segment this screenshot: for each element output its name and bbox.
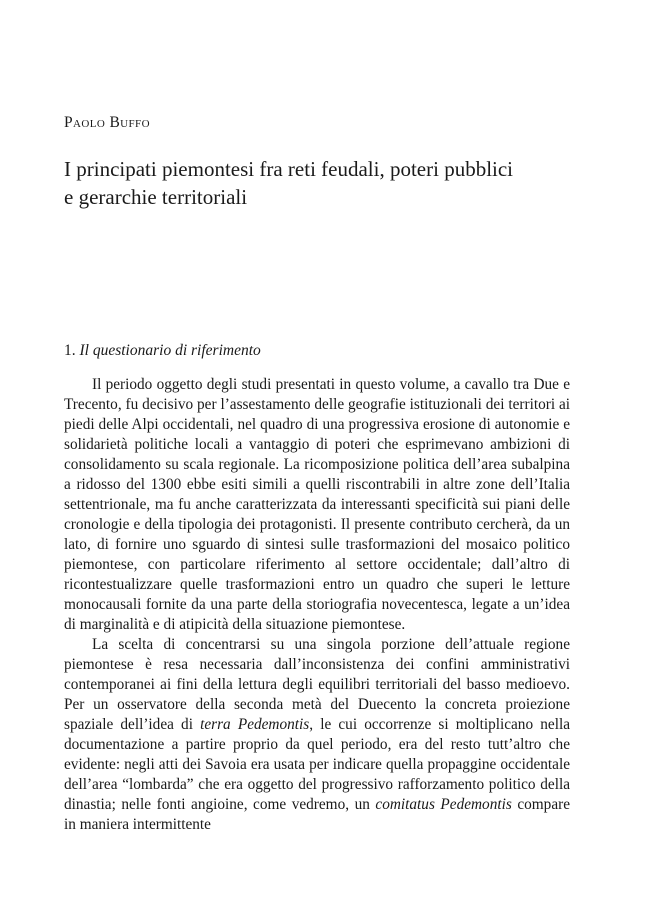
paragraph-1: Il periodo oggetto degli studi presentati in questo volume, a cavallo tra Due e Trecento, fu decisivo per l’assestamento delle geografie istituzionali dei territori ai piedi delle Alpi occidentali, nel quadro di una progressiva erosione di autonomie e solidarietà politiche locali a vantaggio di poteri che esprimevano ambizioni di consolidamento su scala regionale. La ricomposizione politica dell’area subalpina a ridosso del 1300 ebbe esiti simili a quelli riscontrabili in altre zone dell’Italia settentrionale, ma fu anche caratterizzata da interessanti specificità sui piani delle cronologie e della tipologia dei protagonisti. Il presente contributo cercherà, da un lato, di fornire uno sguardo di sintesi sulle trasformazioni del mosaico politico piemontese, con particolare riferimento al settore occidentale; dall’altro di ricontestualizzare quelle trasformazioni entro un quadro che superi le letture monocausali fornite da una parte della storiografia novecentesca, legate a un’idea di marginalità e di atipicità della situazione piemontese. bbox=[64, 376, 570, 633]
body-text bbox=[64, 375, 570, 835]
chapter-title bbox=[64, 155, 584, 211]
paragraph-2-text-c: compare in maniera intermittente bbox=[64, 796, 570, 833]
paragraph-2-italic-comitatus-pedemontis: comitatus Pedemontis bbox=[375, 796, 512, 813]
section-number: 1. bbox=[64, 342, 76, 359]
paragraph-2-text-a: La scelta di concentrarsi su una singola porzione dell’attuale regione piemontese è resa necessaria dall’inconsistenza dei confini amministrativi contemporanei ai fini della lettura degli equilibri territoriali del basso medioevo. Per un osservatore della seconda metà del Duecento la concreta proiezione spaziale dell’idea di bbox=[64, 636, 570, 733]
paragraph-2 bbox=[64, 635, 570, 835]
paragraph-2-italic-terra-pedemontis: terra Pedemontis bbox=[200, 716, 310, 733]
author-name: Paolo Buffo bbox=[64, 114, 150, 131]
section-title: Il questionario di riferimento bbox=[79, 342, 261, 359]
paragraph-2-text-b: , le cui occorrenze si moltiplicano nella documentazione a partire proprio da quel periodo, era del resto tutt’altro che evidente: negli atti dei Savoia era usata per indicare quella propaggine occidentale dell’area “lombarda” che era oggetto del progressivo rafforzamento politico della dinastia; nelle fonti angioine, come vedremo, un bbox=[64, 716, 570, 813]
chapter-title-line-2: e gerarchie territoriali bbox=[64, 185, 248, 209]
chapter-title-line-1: I principati piemontesi fra reti feudali, poteri pubblici bbox=[64, 157, 514, 181]
section-heading bbox=[64, 342, 261, 360]
